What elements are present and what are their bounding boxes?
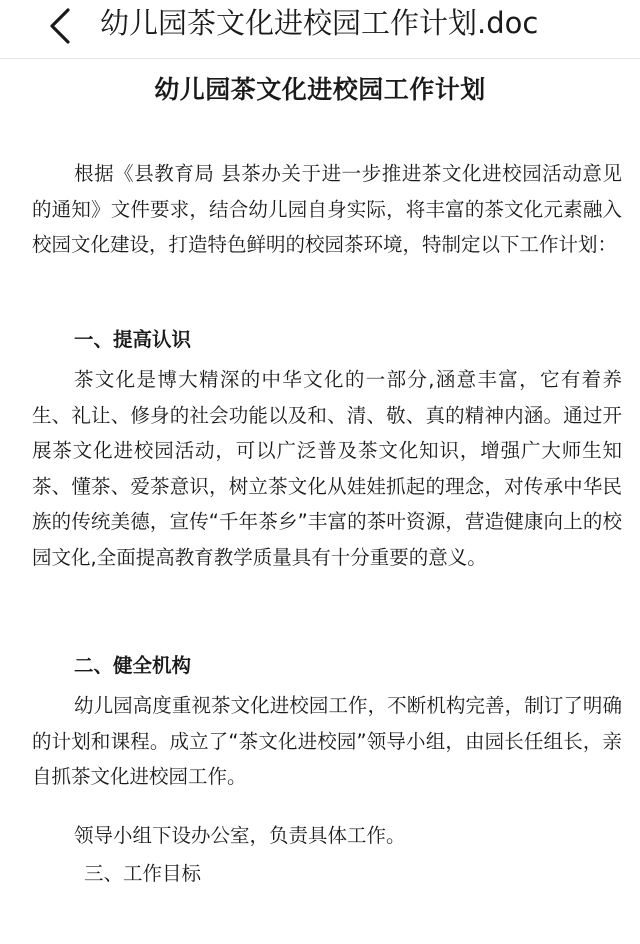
section-2-paragraph-1: 幼儿园高度重视茶文化进校园工作，不断机构完善，制订了明确的计划和课程。成立了“茶文化进校园”领导小组，由园长任组长，亲自抓茶文化进校园工作。 <box>32 694 622 788</box>
document-title: 幼儿园茶文化进校园工作计划 <box>154 75 486 104</box>
section-heading-2: 二、健全机构 <box>74 654 192 677</box>
intro-paragraph: 根据《县教育局 县茶办关于进一步推进茶文化进校园活动意见的通知》文件要求，结合幼儿园自身实际，将丰富的茶文化元素融入校园文化建设，打造特色鲜明的校园茶环境，特制定以下工作计划： <box>32 162 622 256</box>
section-heading-3: 三、工作目标 <box>84 862 202 885</box>
section-1-paragraph: 茶文化是博大精深的中华文化的一部分,涵意丰富，它有着养生、礼让、修身的社会功能以及和、清、敬、真的精神内涵。通过开展茶文化进校园活动，可以广泛普及茶文化知识，增强广大师生知茶、懂茶、爱茶意识，树立茶文化从娃娃抓起的理念，对传承中华民族的传统美德，宣传“千年茶乡”丰富的茶叶资源，营造健康向上的校园文化,全面提高教育教学质量具有十分重要的意义。 <box>32 368 622 569</box>
section-2-paragraph-2: 领导小组下设办公室，负责具体工作。 <box>74 824 406 847</box>
section-heading-1: 一、提高认识 <box>74 328 192 351</box>
top-bar <box>0 0 640 59</box>
document-file-name: 幼儿园茶文化进校园工作计划.doc <box>100 6 539 40</box>
back-button[interactable] <box>40 6 80 46</box>
chevron-left-icon <box>48 8 72 44</box>
